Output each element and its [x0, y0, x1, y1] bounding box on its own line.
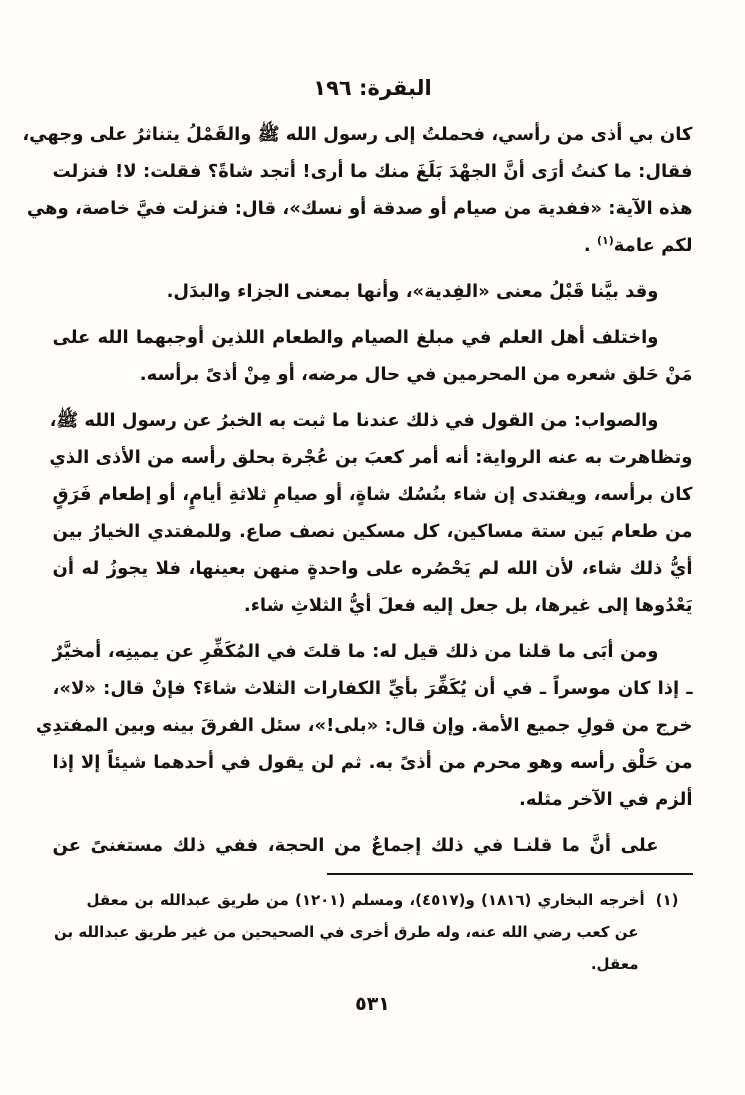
text-line: على أنَّ ما قلنـا في ذلك إجماعٌ من الحجة، ففي ذلك مستغنىً عن	[52, 835, 659, 856]
footnote-separator-area	[53, 873, 693, 875]
text-line: والصواب: من القول في ذلك عندنا ما ثبت به الخبرُ عن رسول الله ﷺ،	[49, 410, 659, 431]
text-line: فقال: ما كنتُ أرَى أنَّ الجهْدَ بَلَغَ منك ما أرى! أتجد شاةً؟ فقلت: لا! فنزلت	[52, 161, 693, 182]
text-line: أيُّ ذلك شاء، لأن الله لم يَحْصُره على واحدةٍ منهن بعينها، فلا يجوزُ له أن	[52, 558, 693, 579]
text-line: ألزم في الآخر مثله.	[519, 789, 693, 810]
text-line: وقد بيَّنا قَبْلُ معنى «الفِدية»، وأنها بمعنى الجزاء والبدَل.	[166, 281, 659, 302]
text-line: ـ إذا كان موسراً ـ في أن يُكَفِّرَ بأيِّ الكفارات الثلاث شاءَ؟ فإنْ قال: «لا»،	[52, 678, 693, 699]
paragraph	[22, 116, 693, 264]
text-line: من حَلْق رأسه وهو محرم من أذىً به. ثم لن يقول في أحدهما شيئاً إلا إذا	[52, 752, 693, 773]
footnote-line: معقل.	[590, 955, 639, 973]
page-body	[22, 116, 693, 864]
text-line: ومن أبَى ما قلنا من ذلك قيل له: ما قلتَ في المُكَفِّرِ عن يمينِه، أمخيَّرٌ	[52, 641, 659, 662]
text-line: واختلف أهل العلم في مبلغ الصيام والطعام اللذين أوجبهما الله على	[52, 327, 659, 348]
footnote-line: عن كعب رضي الله عنه، وله طرق أخرى في الصحيحين من غير طريق عبدالله بن	[53, 923, 639, 941]
footnote-text: أخرجه البخاري (١٨١٦) و(٤٥١٧)، ومسلم (١٢٠١) من طريق عبدالله بن معقل	[86, 891, 645, 909]
text-line: هذه الآية: «ففدية من صيام أو صدقة أو نسك»، قال: فنزلت فيَّ خاصة، وهي	[26, 198, 693, 219]
page-number: ٥٣١	[355, 993, 390, 1015]
paragraph	[53, 827, 693, 864]
text-line: وتظاهرت به عنه الرواية: أنه أمر كعبَ بن عُجْرة بحلق رأسه من الأذى الذي	[49, 447, 693, 468]
page-title: البقرة: ١٩٦	[313, 76, 432, 100]
footnote-separator	[327, 873, 693, 875]
paragraph	[49, 402, 693, 624]
paragraph	[35, 633, 693, 818]
text-run: لكم عامة	[613, 235, 693, 256]
paragraph	[53, 273, 693, 310]
text-line	[53, 227, 693, 264]
text-line: من طعام بَين ستة مساكين، كل مسكين نصف صاع. وللمفتدي الخيارُ بين	[52, 521, 693, 542]
text-line: مَنْ حَلق شعره من المحرمين في حال مرضه، أو مِنْ أذىً برأسه.	[139, 364, 693, 385]
paragraph	[53, 319, 693, 393]
text-line: خرج من قولِ جميع الأمة. وإن قال: «بلى!»، سئل الفرقَ بينه وبين المفتدِي	[35, 715, 693, 736]
text-line: كان برأسه، ويفتدى إن شاء بنُسُك شاةٍ، أو صيامِ ثلاثةِ أيامٍ، أو إطعام فَرَقٍ	[52, 484, 693, 505]
text-run: .	[583, 235, 597, 256]
footnote-marker: (١)	[655, 891, 679, 909]
footnote-ref: (١)	[596, 234, 614, 247]
footnote	[53, 884, 693, 980]
text-line: كان بي أذى من رأسي، فحملتُ إلى رسول الله ﷺ والقَمْلُ يتناثرُ على وجهي،	[22, 124, 693, 145]
footnote-line	[87, 884, 679, 916]
text-line: يَعْدُوها إلى غيرها، بل جعل إليه فعلَ أيُّ الثلاثِ شاء.	[243, 595, 693, 616]
